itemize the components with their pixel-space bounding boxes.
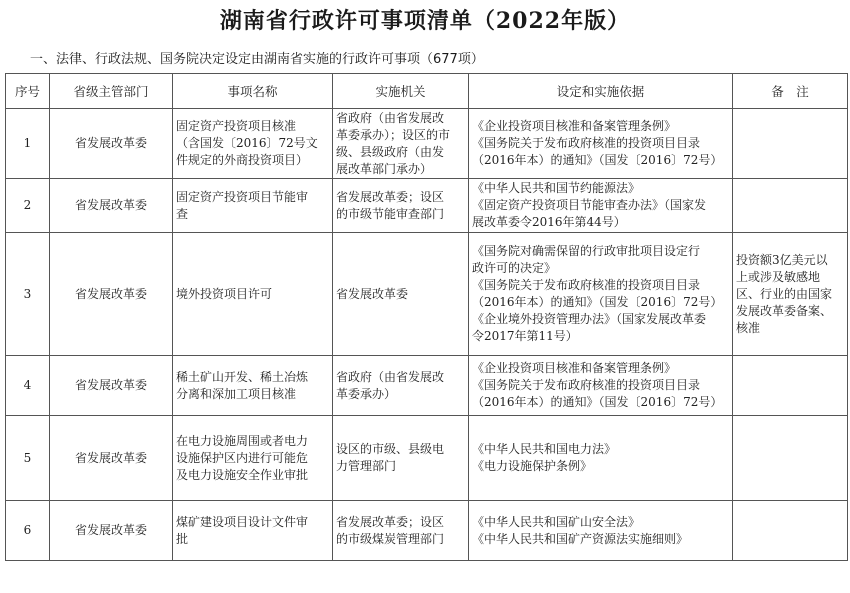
row-item-name-line: （含国发〔2016〕72号文 [176, 136, 318, 150]
row-note [733, 179, 848, 233]
row-basis-line: 展改革委令2016年第44号） [472, 215, 626, 229]
row-department: 省发展改革委 [50, 179, 173, 233]
row-agency-line: 省发展改革委；设区 [336, 189, 445, 204]
table-row [6, 416, 848, 501]
row-basis-line: 《中华人民共和国节约能源法》 [472, 181, 641, 195]
row-basis-line: 《中华人民共和国矿山安全法》 [472, 514, 641, 529]
row-item-name [173, 501, 333, 561]
header-item-name: 事项名称 [173, 74, 333, 109]
row-item-name [173, 109, 333, 179]
row-basis [469, 501, 733, 561]
header-no: 序号 [6, 74, 50, 109]
row-item-name-line: 设施保护区内进行可能危 [176, 450, 309, 465]
row-basis-line: 《中华人民共和国电力法》 [472, 442, 617, 456]
row-agency-line: 的市级节能审查部门 [336, 206, 445, 221]
row-note-line: 发展改革委备案、 [736, 303, 833, 318]
header-note: 备 注 [733, 74, 848, 109]
row-basis-line: 《固定资产投资项目节能审查办法》（国家发 [472, 198, 707, 212]
row-number: 6 [6, 501, 50, 561]
row-note-line: 上或涉及敏感地 [736, 269, 821, 284]
row-department: 省发展改革委 [50, 109, 173, 179]
row-basis-line: （2016年本）的通知》（国发〔2016〕72号） [472, 295, 723, 309]
row-basis-line: 《国务院关于发布政府核准的投资项目目录 [472, 278, 701, 292]
header-dept: 省级主管部门 [50, 74, 173, 109]
row-basis-line: 《企业投资项目核准和备案管理条例》 [472, 361, 677, 375]
row-number: 3 [6, 233, 50, 356]
table-row [6, 356, 848, 416]
row-item-name [173, 416, 333, 501]
table-header-row [6, 74, 848, 109]
row-basis-line: 《国务院关于发布政府核准的投资项目目录 [472, 378, 701, 392]
row-agency [333, 233, 469, 356]
row-agency [333, 356, 469, 416]
table-row [6, 179, 848, 233]
row-basis-line: 《企业境外投资管理办法》（国家发展改革委 [472, 312, 707, 326]
row-number: 5 [6, 416, 50, 501]
row-agency-line: 设区的市级、县级电 [336, 442, 445, 456]
row-note-line: 区、行业的由国家 [736, 286, 833, 301]
permit-table [5, 73, 848, 561]
row-basis [469, 109, 733, 179]
row-basis-line: （2016年本）的通知》（国发〔2016〕72号） [472, 395, 723, 409]
table-row [6, 501, 848, 561]
row-basis-line: 政许可的决定》 [472, 261, 557, 275]
row-note-line: 核准 [736, 320, 761, 335]
row-department: 省发展改革委 [50, 233, 173, 356]
table-row [6, 233, 848, 356]
row-note [733, 233, 848, 356]
row-agency-line: 省发展改革委 [336, 286, 409, 301]
row-item-name-line: 分离和深加工项目核准 [176, 386, 297, 401]
row-basis-line: 令2017年第11号） [472, 329, 578, 343]
row-agency-line: 省发展改革委；设区 [336, 514, 445, 529]
section-heading: 一、法律、行政法规、国务院决定设定由湖南省实施的行政许可事项（677项） [30, 52, 484, 67]
header-agency: 实施机关 [333, 74, 469, 109]
row-agency-line: 力管理部门 [336, 459, 397, 473]
row-item-name-line: 固定资产投资项目核准 [176, 119, 297, 133]
row-department: 省发展改革委 [50, 356, 173, 416]
row-note [733, 109, 848, 179]
row-agency [333, 416, 469, 501]
row-note-line: 投资额3亿美元以 [736, 252, 828, 267]
row-note [733, 501, 848, 561]
row-basis-line: 《国务院对确需保留的行政审批项目设定行 [472, 244, 701, 258]
row-agency-line: 省政府（由省发展改 [336, 110, 445, 125]
row-item-name [173, 179, 333, 233]
row-agency-line: 省政府（由省发展改 [336, 369, 445, 384]
row-basis-line: 《企业投资项目核准和备案管理条例》 [472, 119, 677, 133]
row-basis-line: （2016年本）的通知》（国发〔2016〕72号） [472, 153, 723, 167]
row-agency-line: 革委承办）；设区的市 [336, 127, 451, 142]
row-agency [333, 501, 469, 561]
row-basis [469, 179, 733, 233]
row-basis-line: 《中华人民共和国矿产资源法实施细则》 [472, 531, 689, 546]
row-basis-line: 《国务院关于发布政府核准的投资项目目录 [472, 136, 701, 150]
row-agency-line: 级、县级政府（由发 [336, 144, 445, 159]
row-item-name-line: 查 [176, 206, 189, 221]
row-basis-line: 《电力设施保护条例》 [472, 459, 593, 473]
row-item-name-line: 及电力设施安全作业审批 [176, 467, 309, 482]
table-row [6, 109, 848, 179]
row-number: 2 [6, 179, 50, 233]
row-note [733, 416, 848, 501]
row-item-name-line: 批 [176, 531, 189, 546]
row-note [733, 356, 848, 416]
row-item-name-line: 在电力设施周围或者电力 [176, 433, 309, 448]
row-item-name-line: 固定资产投资项目节能审 [176, 189, 309, 204]
row-number: 1 [6, 109, 50, 179]
row-agency-line: 革委承办） [336, 386, 397, 401]
row-item-name-line: 境外投资项目许可 [176, 286, 273, 301]
row-agency-line: 展改革部门承办） [336, 161, 433, 176]
document-title: 湖南省行政许可事项清单（2022年版） [219, 8, 631, 34]
row-item-name-line: 煤矿建设项目设计文件审 [176, 514, 309, 529]
row-agency [333, 179, 469, 233]
row-item-name [173, 233, 333, 356]
row-agency-line: 的市级煤炭管理部门 [336, 531, 445, 546]
row-department: 省发展改革委 [50, 416, 173, 501]
row-item-name-line: 件规定的外商投资项目） [176, 153, 309, 167]
row-item-name-line: 稀土矿山开发、稀土冶炼 [176, 369, 309, 384]
row-basis [469, 416, 733, 501]
row-agency [333, 109, 469, 179]
row-department: 省发展改革委 [50, 501, 173, 561]
row-basis [469, 233, 733, 356]
row-number: 4 [6, 356, 50, 416]
row-item-name [173, 356, 333, 416]
header-basis: 设定和实施依据 [469, 74, 733, 109]
row-basis [469, 356, 733, 416]
